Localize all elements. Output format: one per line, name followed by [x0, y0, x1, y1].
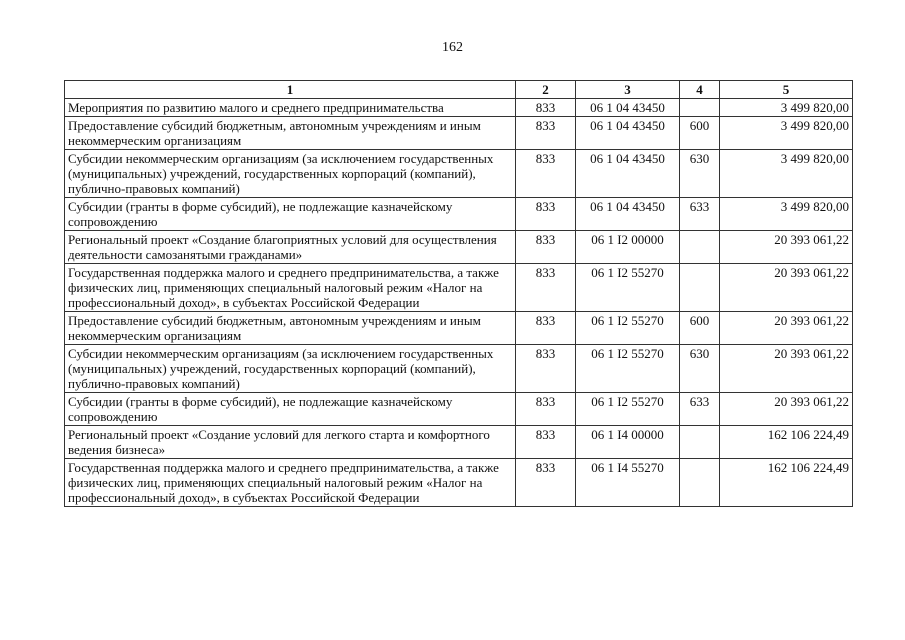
- row-name-cell: Региональный проект «Создание условий для легкого старта и комфортного ведения бизнеса»: [65, 426, 516, 459]
- table-row: [65, 426, 853, 459]
- code-cell: 833: [516, 150, 576, 198]
- column-header: 4: [680, 81, 720, 99]
- budget-table: [64, 80, 853, 507]
- expense-type-cell: [680, 459, 720, 507]
- expense-type-cell: 630: [680, 150, 720, 198]
- code-cell: 833: [516, 426, 576, 459]
- column-header: 5: [720, 81, 853, 99]
- code-cell: 833: [516, 393, 576, 426]
- column-header: 3: [576, 81, 680, 99]
- row-name-cell: Предоставление субсидий бюджетным, автономным учреждениям и иным некоммерческим организациям: [65, 312, 516, 345]
- table-row: [65, 99, 853, 117]
- expense-type-cell: 633: [680, 393, 720, 426]
- code-cell: 833: [516, 264, 576, 312]
- column-header: 2: [516, 81, 576, 99]
- row-name-cell: Мероприятия по развитию малого и среднего предпринимательства: [65, 99, 516, 117]
- table-row: [65, 117, 853, 150]
- classification-code-cell: 06 1 I2 55270: [576, 345, 680, 393]
- classification-code-cell: 06 1 I2 55270: [576, 264, 680, 312]
- amount-cell: 20 393 061,22: [720, 312, 853, 345]
- table-row: [65, 264, 853, 312]
- code-cell: 833: [516, 459, 576, 507]
- amount-cell: 20 393 061,22: [720, 345, 853, 393]
- page-number: 162: [442, 40, 463, 55]
- table-row: [65, 393, 853, 426]
- classification-code-cell: 06 1 I2 00000: [576, 231, 680, 264]
- table-row: [65, 312, 853, 345]
- table-row: [65, 198, 853, 231]
- table-row: [65, 231, 853, 264]
- code-cell: 833: [516, 117, 576, 150]
- amount-cell: 3 499 820,00: [720, 198, 853, 231]
- code-cell: 833: [516, 312, 576, 345]
- amount-cell: 3 499 820,00: [720, 117, 853, 150]
- classification-code-cell: 06 1 I4 00000: [576, 426, 680, 459]
- classification-code-cell: 06 1 04 43450: [576, 198, 680, 231]
- row-name-cell: Региональный проект «Создание благоприятных условий для осуществления деятельности самозанятыми гражданами»: [65, 231, 516, 264]
- amount-cell: 20 393 061,22: [720, 264, 853, 312]
- expense-type-cell: 633: [680, 198, 720, 231]
- expense-type-cell: 600: [680, 312, 720, 345]
- amount-cell: 3 499 820,00: [720, 150, 853, 198]
- amount-cell: 3 499 820,00: [720, 99, 853, 117]
- code-cell: 833: [516, 231, 576, 264]
- expense-type-cell: [680, 231, 720, 264]
- table-row: [65, 150, 853, 198]
- code-cell: 833: [516, 99, 576, 117]
- table-header-row: [65, 81, 853, 99]
- row-name-cell: Государственная поддержка малого и среднего предпринимательства, а также физических лиц, применяющих специальный налоговый режим «Налог на профессиональный доход», в субъектах Российской Федерации: [65, 264, 516, 312]
- row-name-cell: Субсидии (гранты в форме субсидий), не подлежащие казначейскому сопровождению: [65, 198, 516, 231]
- classification-code-cell: 06 1 04 43450: [576, 99, 680, 117]
- row-name-cell: Субсидии некоммерческим организациям (за исключением государственных (муниципальных) учреждений, государственных корпораций (компаний), публично-правовых компаний): [65, 345, 516, 393]
- row-name-cell: Субсидии (гранты в форме субсидий), не подлежащие казначейскому сопровождению: [65, 393, 516, 426]
- code-cell: 833: [516, 345, 576, 393]
- table-row: [65, 459, 853, 507]
- amount-cell: 162 106 224,49: [720, 426, 853, 459]
- table-body: [65, 99, 853, 507]
- row-name-cell: Предоставление субсидий бюджетным, автономным учреждениям и иным некоммерческим организациям: [65, 117, 516, 150]
- column-header: 1: [65, 81, 516, 99]
- expense-type-cell: [680, 99, 720, 117]
- amount-cell: 162 106 224,49: [720, 459, 853, 507]
- classification-code-cell: 06 1 I2 55270: [576, 393, 680, 426]
- expense-type-cell: 630: [680, 345, 720, 393]
- code-cell: 833: [516, 198, 576, 231]
- table-row: [65, 345, 853, 393]
- expense-type-cell: [680, 426, 720, 459]
- amount-cell: 20 393 061,22: [720, 393, 853, 426]
- row-name-cell: Субсидии некоммерческим организациям (за исключением государственных (муниципальных) учреждений, государственных корпораций (компаний), публично-правовых компаний): [65, 150, 516, 198]
- classification-code-cell: 06 1 04 43450: [576, 117, 680, 150]
- amount-cell: 20 393 061,22: [720, 231, 853, 264]
- expense-type-cell: 600: [680, 117, 720, 150]
- classification-code-cell: 06 1 I4 55270: [576, 459, 680, 507]
- row-name-cell: Государственная поддержка малого и среднего предпринимательства, а также физических лиц, применяющих специальный налоговый режим «Налог на профессиональный доход», в субъектах Российской Федерации: [65, 459, 516, 507]
- classification-code-cell: 06 1 I2 55270: [576, 312, 680, 345]
- expense-type-cell: [680, 264, 720, 312]
- classification-code-cell: 06 1 04 43450: [576, 150, 680, 198]
